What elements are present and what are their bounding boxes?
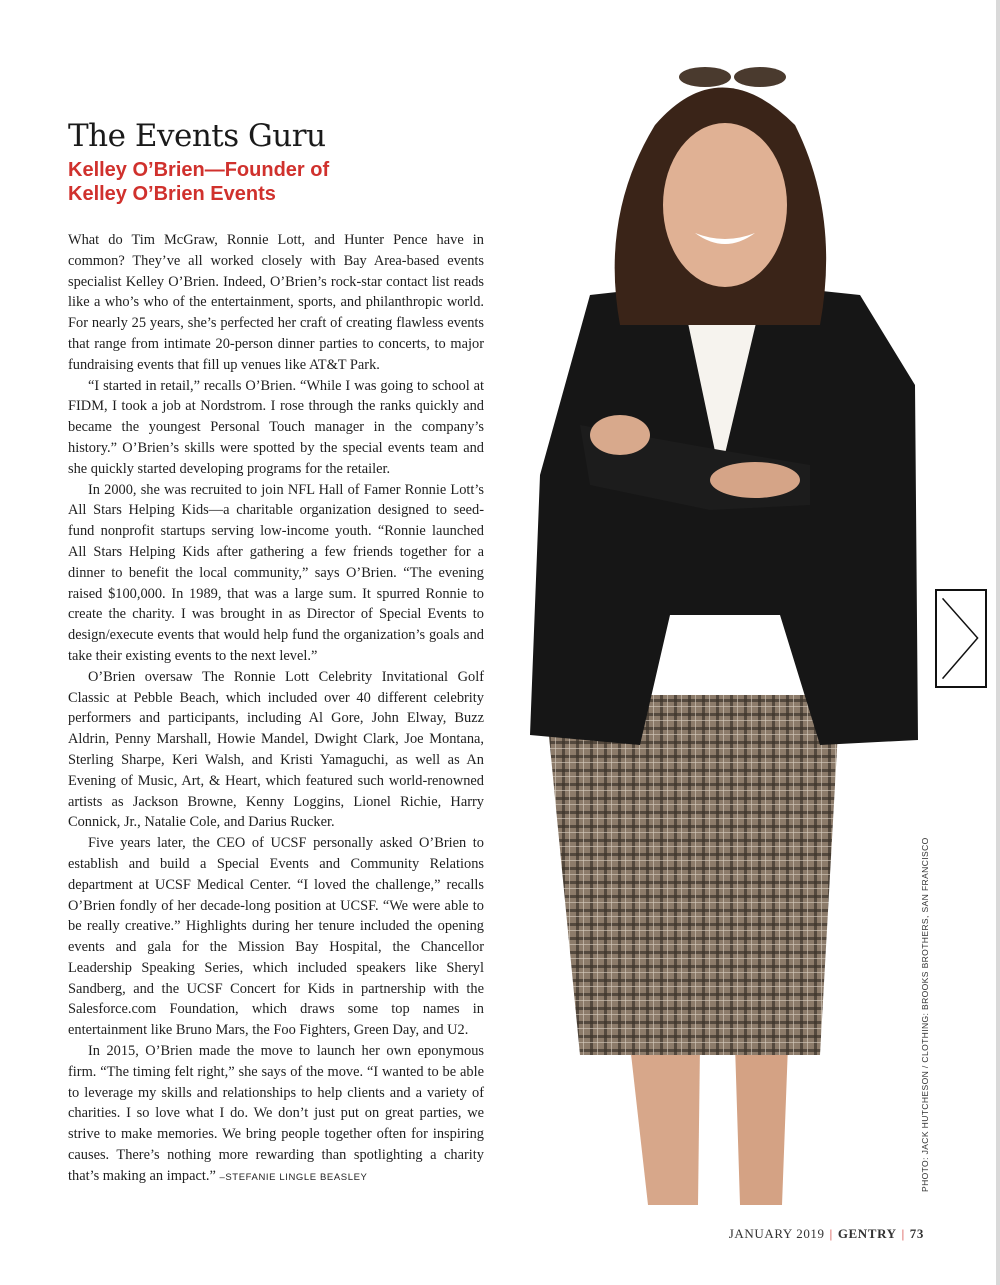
last-paragraph-text: In 2015, O’Brien made the move to launch her own eponymous firm. “The timing felt right,” she says of the move. “I wanted to be able to leverage my skills and relationships to help clients and a variety of charities. I so love what I do. We don’t just put on great parties, we strive to make memories. We bring people together often for inspiring causes. There’s nothing more rewarding than spotlighting a charity that’s making an impact.” [68, 1043, 484, 1184]
article-paragraph: Five years later, the CEO of UCSF personally asked O’Brien to establish and build a Special Events and Community Relations department at UCSF Medical Center. “I loved the challenge,” recalls O’Brien fondly of her decade-long position at UCSF. “We were able to be really creative.” Highlights during her tenure included the opening events and gala for the Mission Bay Hospital, the Chancellor Leadership Speaking Series, which included speakers like Sheryl Sandberg, and the UCSF Concert for Kids in partnership with the Salesforce.com Foundation, which draws some top names in entertainment like Bruno Mars, the Foo Fighters, Green Day, and U2. [68, 835, 484, 1039]
portrait-photo [520, 55, 930, 1215]
next-page-button[interactable] [935, 589, 987, 688]
byline: –STEFANIE LINGLE BEASLEY [219, 1171, 368, 1183]
photo-credit: PHOTO: JACK HUTCHESON / CLOTHING: BROOKS BROTHERS, SAN FRANCISCO [920, 837, 930, 1192]
article-paragraph: In 2000, she was recruited to join NFL Hall of Famer Ronnie Lott’s All Stars Helping Kids—a charitable organization designed to seed-fund nonprofit startups serving low-income youth. “Ronnie launched All Stars Helping Kids after gathering a few friends together for a dinner to benefit the local community,” says O’Brien. “The evening raised $100,000. In 1989, that was a large sum. It spurred Ronnie to create the charity. I was brought in as Director of Special Events to design/execute events that would help fund the organization’s goals and take their existing events to the next level.” [68, 481, 484, 664]
article-paragraph: “I started in retail,” recalls O’Brien. “While I was going to school at FIDM, I took a job at Nordstrom. I rose through the ranks quickly and became the youngest Personal Touch manager in the company’s history.” O’Brien’s skills were spotted by the special events team and she quickly started developing programs for the retailer. [68, 377, 484, 477]
footer-divider: | [829, 1226, 833, 1241]
subtitle-line-1: Kelley O’Brien—Founder of [68, 159, 330, 181]
chevron-right-icon [937, 591, 985, 686]
article-subtitle [68, 158, 329, 206]
issue-date: JANUARY 2019 [728, 1226, 825, 1241]
page-footer [729, 1226, 924, 1242]
article-body [68, 230, 484, 1189]
page-edge [996, 0, 1000, 1285]
magazine-name: GENTRY [837, 1226, 897, 1241]
subtitle-line-2: Kelley O’Brien Events [68, 183, 276, 205]
footer-divider: | [901, 1226, 905, 1241]
page-number: 73 [909, 1226, 924, 1241]
article-title: The Events Guru [68, 118, 326, 154]
article-paragraph-last [68, 1041, 484, 1189]
article-paragraph: What do Tim McGraw, Ronnie Lott, and Hunter Pence have in common? They’ve all worked closely with Bay Area-based events specialist Kelley O’Brien. Indeed, O’Brien’s rock-star contact list reads like a who’s who of the entertainment, sports, and philanthropic world. For nearly 25 years, she’s perfected her craft of creating flawless events that range from intimate 20-person dinner parties to concerts, to major fundraising events that fill up venues like AT&T Park. [68, 232, 484, 373]
article-paragraph: O’Brien oversaw The Ronnie Lott Celebrity Invitational Golf Classic at Pebble Beach, which included over 40 different celebrity performers and participants, including Al Gore, John Elway, Buzz Aldrin, Penny Marshall, Howie Mandel, Dwight Clark, Joe Montana, Sterling Sharpe, Keri Walsh, and Kristi Yamaguchi, as well as An Evening of Music, Art, & Heart, which featured such world-renowned artists as Jackson Browne, Kenny Loggins, Lionel Richie, Harry Connick, Jr., Natalie Cole, and Darius Rucker. [68, 668, 484, 831]
